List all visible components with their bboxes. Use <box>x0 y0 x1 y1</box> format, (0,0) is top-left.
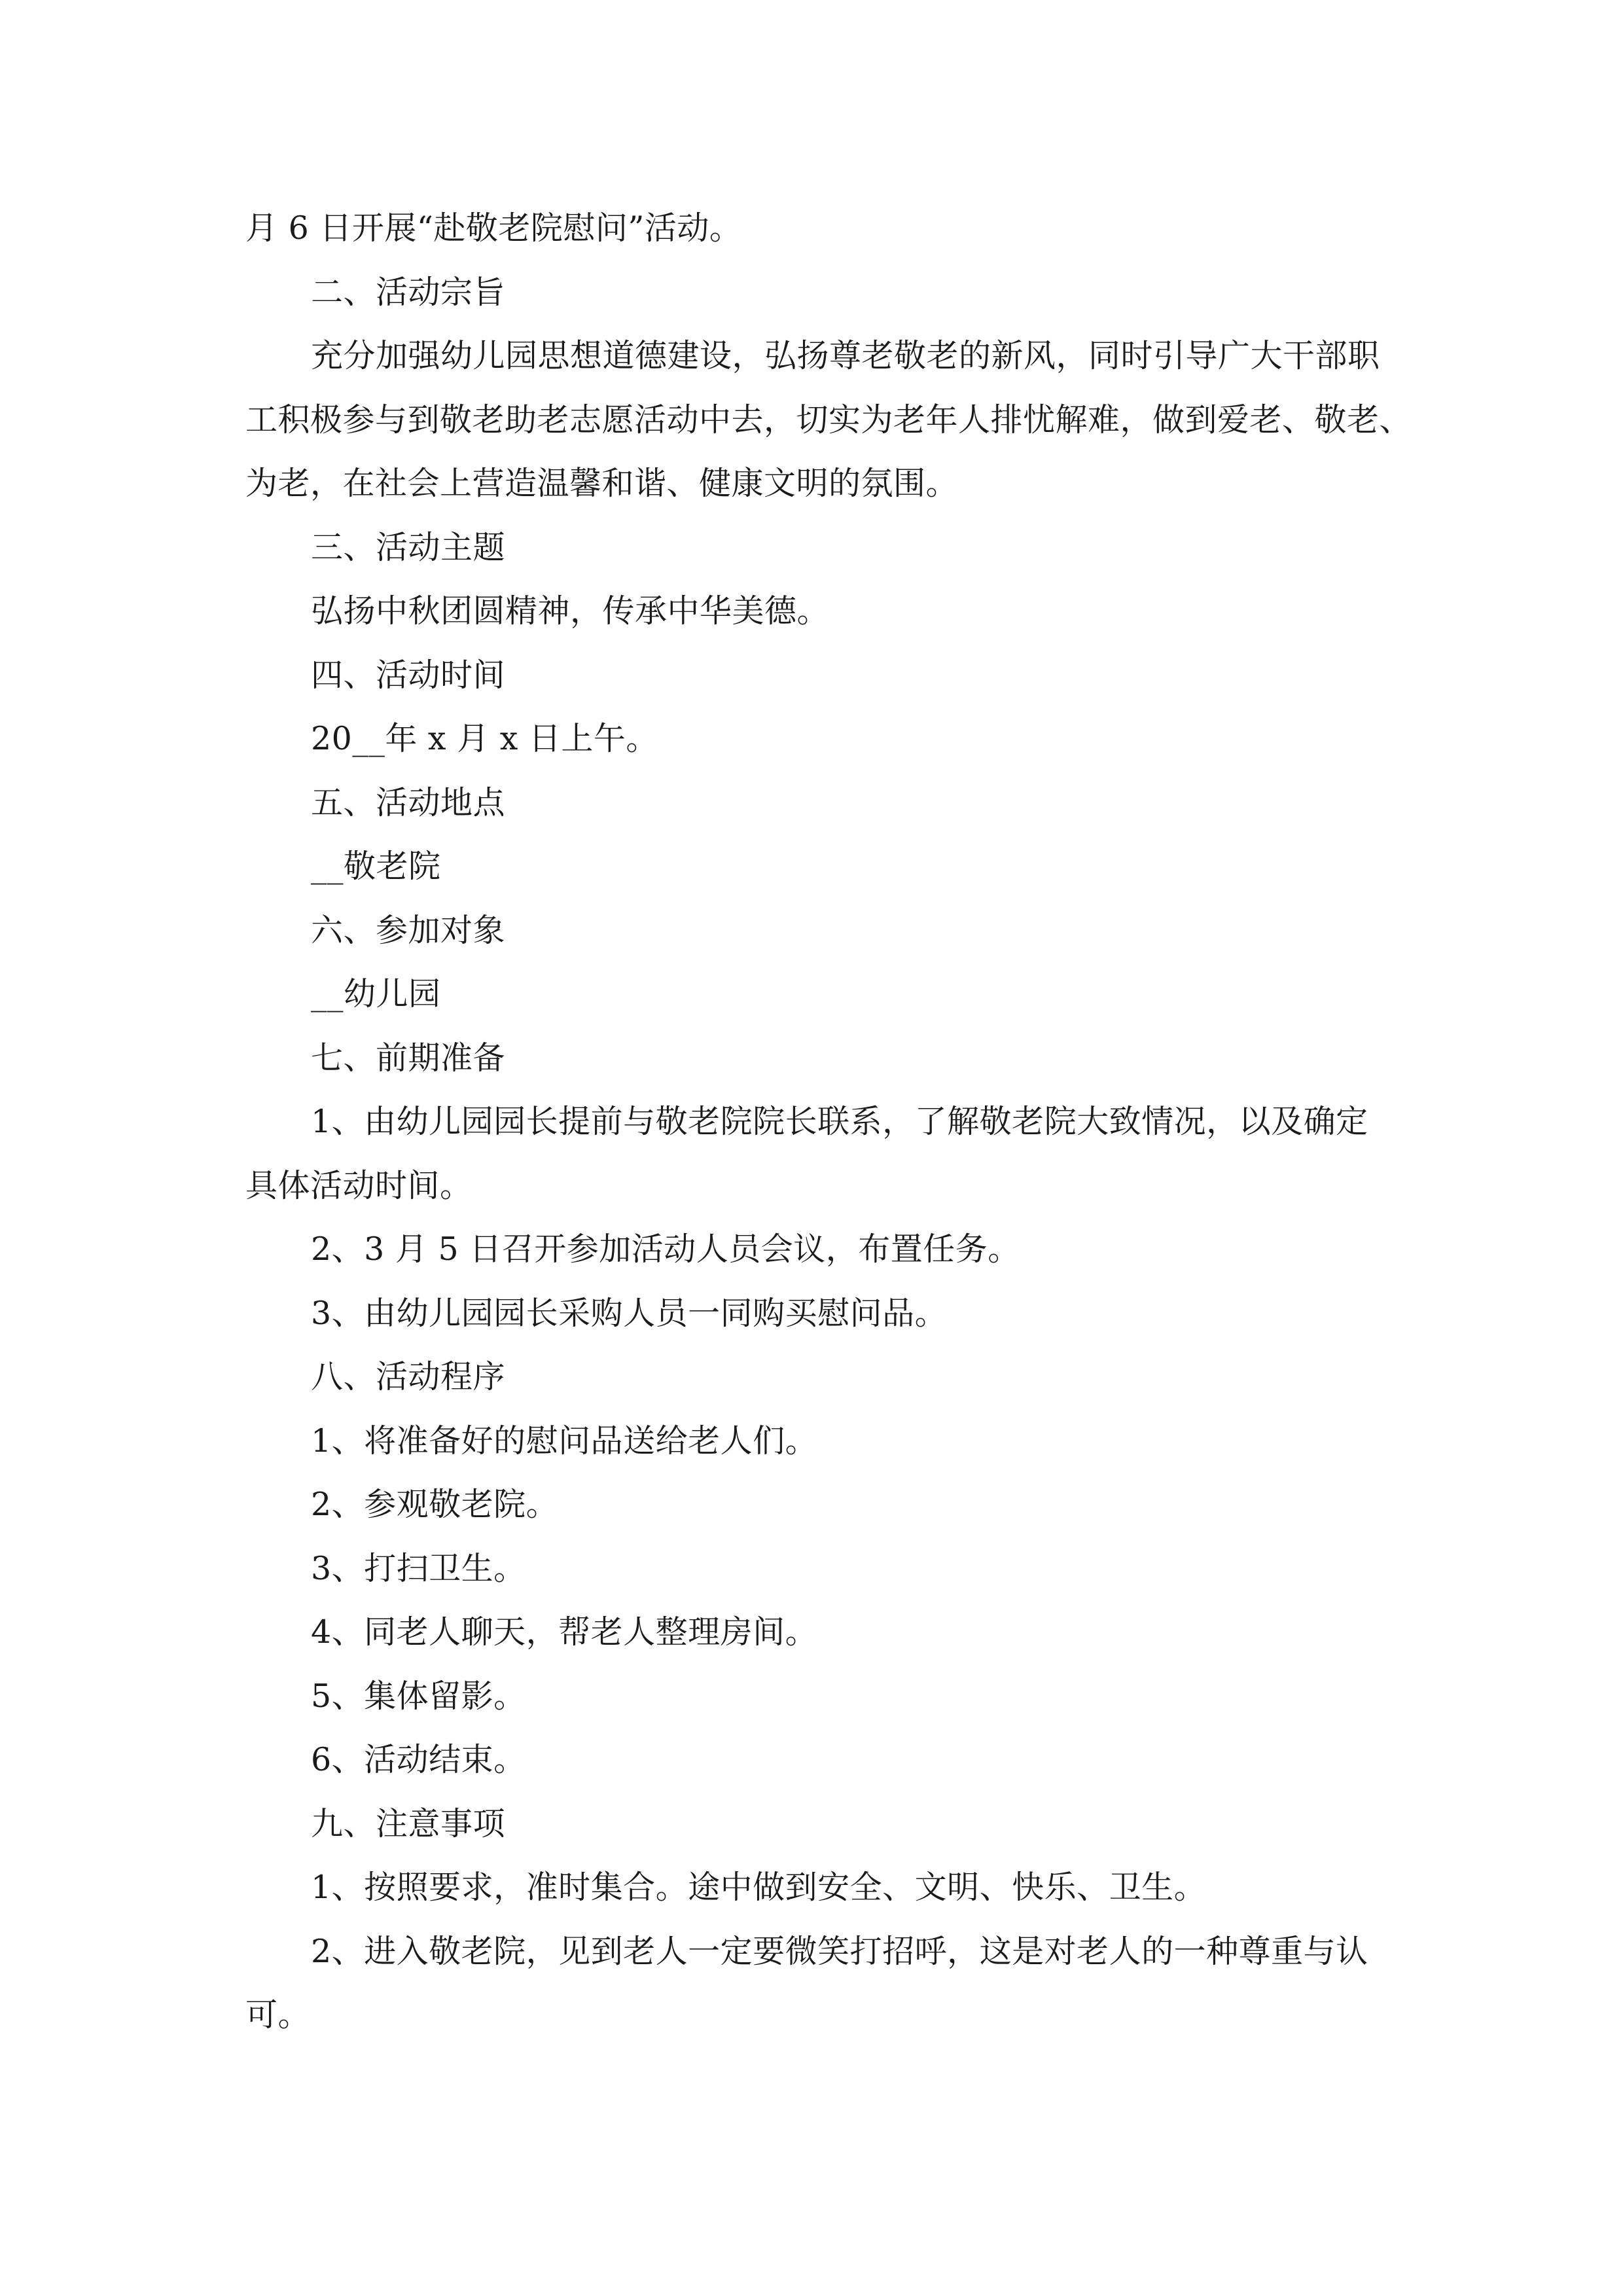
section-heading-purpose: 二、活动宗旨 <box>311 273 506 311</box>
text-line-7: 弘扬中秋团圆精神，传承中华美德。 <box>311 592 830 630</box>
text-line-28: 2、进入敬老院，见到老人一定要微笑打招呼，这是对老人的一种尊重与认 <box>311 1932 1368 1970</box>
document-body <box>245 196 1412 2047</box>
text-line-15: 1、由幼儿园园长提前与敬老院院长联系，了解敬老院大致情况，以及确定 <box>311 1103 1368 1140</box>
text-line-5: 为老，在社会上营造温馨和谐、健康文明的氛围。 <box>245 465 959 502</box>
section-heading-participants: 六、参加对象 <box>311 911 506 949</box>
text-line-3: 充分加强幼儿园思想道德建设，弘扬尊老敬老的新风，同时引导广大干部职 <box>311 337 1380 374</box>
text-line-17: 2、3 月 5 日召开参加活动人员会议，布置任务。 <box>311 1230 1020 1268</box>
section-heading-preparation: 七、前期准备 <box>311 1039 506 1077</box>
section-heading-notes: 九、注意事项 <box>311 1804 506 1842</box>
text-line-23: 4、同老人聊天，帮老人整理房间。 <box>311 1613 818 1651</box>
text-line-16: 具体活动时间。 <box>245 1166 473 1204</box>
text-line-25: 6、活动结束。 <box>311 1741 526 1778</box>
text-line-18: 3、由幼儿园园长采购人员一同购买慰问品。 <box>311 1294 948 1332</box>
text-line-24: 5、集体留影。 <box>311 1677 526 1715</box>
text-line-29: 可。 <box>245 1996 311 2034</box>
text-line-21: 2、参观敬老院。 <box>311 1486 559 1523</box>
section-heading-theme: 三、活动主题 <box>311 528 506 566</box>
text-line-13: __幼儿园 <box>311 975 441 1013</box>
text-line-11: __敬老院 <box>311 848 441 885</box>
section-heading-location: 五、活动地点 <box>311 783 506 821</box>
section-heading-procedure: 八、活动程序 <box>311 1358 506 1395</box>
text-line-20: 1、将准备好的慰问品送给老人们。 <box>311 1422 818 1460</box>
section-heading-time: 四、活动时间 <box>311 656 506 694</box>
text-line-4: 工积极参与到敬老助老志愿活动中去，切实为老年人排忧解难，做到爱老、敬老、 <box>245 401 1412 439</box>
text-line-1: 月 6 日开展“赴敬老院慰问”活动。 <box>245 209 742 247</box>
text-line-27: 1、按照要求，准时集合。途中做到安全、文明、快乐、卫生。 <box>311 1869 1207 1906</box>
text-line-9: 20__年 x 月 x 日上午。 <box>311 720 658 757</box>
text-line-22: 3、打扫卫生。 <box>311 1549 526 1587</box>
